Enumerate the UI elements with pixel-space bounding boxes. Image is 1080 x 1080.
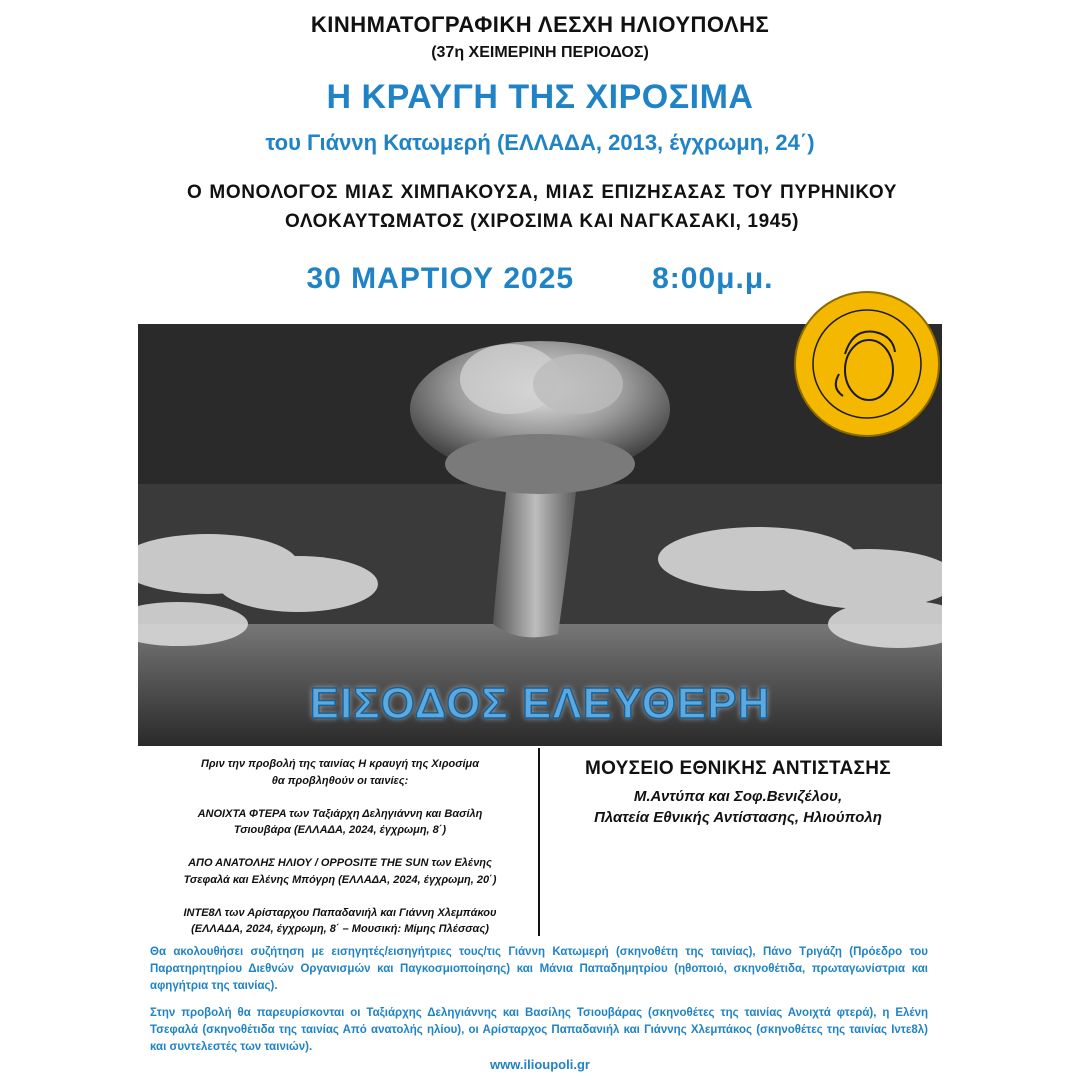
program-film1-line2: Τσιουβάρα (ΕΛΛΑΔΑ, 2024, έγχρωμη, 8΄) (233, 824, 447, 836)
program-film3-line1: ΙΝΤΕ8Λ των Αρίσταρχου Παπαδανιήλ και Γιάννη Χλεμπάκου (183, 906, 497, 919)
venue-address-line1: Μ.Αντύπα και Σοφ.Βενιζέλου, (633, 788, 843, 805)
program-film2-line2: Τσεφαλά και Ελένης Μπόγρη (ΕΛΛΑΔΑ, 2024, έγχρωμη, 20΄) (183, 873, 497, 886)
film-subtitle: Ο ΜΟΝΟΛΟΓΟΣ ΜΙΑΣ ΧΙΜΠΑΚΟΥΣΑ, ΜΙΑΣ ΕΠΙΖΗΣΑΣΑΣ ΤΟΥ ΠΥΡΗΝΙΚΟΥ ΟΛΟΚΑΥΤΩΜΑΤΟΣ (ΧΙΡΟΣΙΜΑ ΚΑΙ ΝΑΓΚΑΣΑΚΙ, 1945) (187, 182, 897, 232)
program-film3-line2: (ΕΛΛΑΔΑ, 2024, έγχρωμη, 8΄ – Μουσική: Μίμης Πλέσσας) (191, 923, 489, 935)
film-title: Η ΚΡΑΥΓΗ ΤΗΣ ΧΙΡΟΣΙΜΑ (326, 78, 754, 116)
program-intro-line1: Πριν την προβολή της ταινίας Η κραυγή της Χιροσίμα (200, 758, 480, 770)
program-list (150, 756, 530, 954)
municipality-logo (793, 290, 941, 438)
column-divider (538, 748, 540, 936)
discussion-paragraph: Θα ακολουθήσει συζήτηση με εισηγητές/εισηγήτριες τους/τις Γιάννη Κατωμερή (σκηνοθέτη της ταινίας), Πάνο Τριγάζη (Πρόεδρο του Παρατηρητηρίου Διεθνών Οργανισμών και Παγκοσμιοποίησης) και Μάνια Παπαδημητρίου (ηθοποιό, σκηνοθέτιδα, πρωταγωνίστρια και αφηγήτρια της ταινίας). (150, 946, 928, 992)
program-film2-line1: ΑΠΟ ΑΝΑΤΟΛΗΣ ΗΛΙΟΥ / OPPOSITE THE SUN των Ελένης (188, 857, 492, 869)
screening-time: 8:00μ.μ. (652, 262, 774, 295)
club-name: ΚΙΝΗΜΑΤΟΓΡΑΦΙΚΗ ΛΕΣΧΗ ΗΛΙΟΥΠΟΛΗΣ (310, 12, 770, 37)
season-label: (37η ΧΕΙΜΕΡΙΝΗ ΠΕΡΙΟΔΟΣ) (431, 44, 649, 61)
free-entry-banner: ΕΙΣΟΔΟΣ ΕΛΕΥΘΕΡΗ (309, 679, 771, 728)
venue-address-line2: Πλατεία Εθνικής Αντίστασης, Ηλιούπολη (594, 809, 882, 826)
attendees-paragraph: Στην προβολή θα παρευρίσκονται οι Ταξιάρχης Δεληγιάννης και Βασίλης Τσιουβάρας (σκηνοθέτες της ταινίας Ανοιχτά φτερά), η Ελένη Τσεφαλά (σκηνοθέτιδα της ταινίας Από ανατολής ηλίου), οι Αρίσταρχος Παπαδανιήλ και Γιάννης Χλεμπάκος (σκηνοθέτες της ταινίας Ιντε8λ) και συντελεστές των ταινιών). (150, 1007, 928, 1053)
film-credit: του Γιάννη Κατωμερή (ΕΛΛΑΔΑ, 2013, έγχρωμη, 24΄) (265, 130, 815, 155)
venue-name: ΜΟΥΣΕΙΟ ΕΘΝΙΚΗΣ ΑΝΤΙΣΤΑΣΗΣ (584, 758, 891, 779)
coin-emblem-icon (793, 290, 941, 438)
program-intro-line2: θα προβληθούν οι ταινίες: (271, 774, 409, 787)
program-film1-line1: ΑΝΟΙΧΤΑ ΦΤΕΡΑ των Ταξιάρχη Δεληγιάννη και Βασίλη (197, 807, 483, 820)
screening-date: 30 ΜΑΡΤΙΟΥ 2025 (306, 262, 575, 295)
website-link[interactable]: www.ilioupoli.gr (490, 1057, 590, 1072)
